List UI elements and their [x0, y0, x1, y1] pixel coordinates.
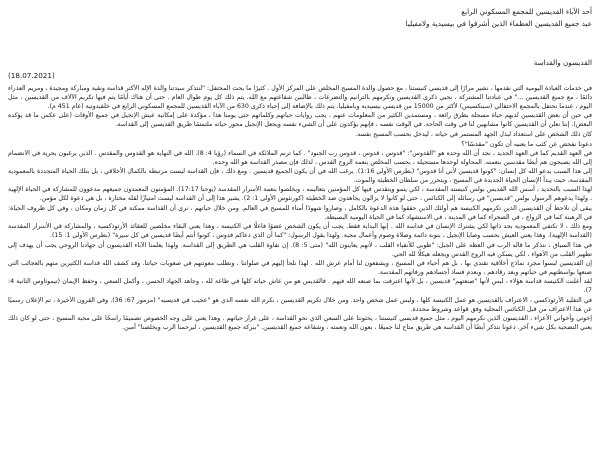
paragraph: يبقى أن نلاحظ أن القديسين الذين تكرمهم الكنيسة هم أولئك الذين حققوا هذه الدعوة بالكامل ، وصاروا شهودًا أمناء للمسيح في العالم. ومن خلال حياتهم ، نرى أن القداسة ممكنة في كل زمان ومكان ، وفي كل ظروف الحياة: في الرهبنة كما في الزواج ، في الصحراء كما في المدينة ، في الاستشهاد كما في الحياة اليومية البسيطة. [8, 204, 592, 221]
paragraph: إن القديسين ليسوا مجرد نماذج أخلاقية نقتدي بها ، بل هم أحياء في المسيح ، ويشفعون لنا أمام عرش الله . لهذا نلجأ إليهم في صلواتنا ، ونطلب معونتهم في صعوبات حياتنا. وقد كشف الله قداسة الكثيرين منهم بالعجائب التي صنعها بواسطتهم في حياتهم وبعد رقادهم ، وبعدم فساد أجسادهم ورفاتهم المقدسة. [8, 260, 592, 276]
paragraph: إخوتي وأخواتي الأعزاء ، القديسون الذين نكرمهم اليوم ، مثل جميع قديسي كنيستنا ، يحثوننا على السعي الذي نحو القداسة ، على غرار حياتهم . وهذا يعني على وجه الخصوص تصميمًا راسخًا على محبة المسيح ، حتى لو كان ذلك يعني التضحية بكل شيء آخر. دعونا نتذكر أيضًا أن القداسة هي طريق متاح لنا جميعًا ، بعون الله ونعمته ، وشفاعة جميع القديسين. "ببركة جميع القديسين ، ليرحمنا الرب ويخلصنا" آمين. [8, 315, 592, 332]
paragraph: إلى هذا السبب يدعو الله كل إنسان: "كونوا قديسين لأني أنا قدوس" (بطرس الأولى 1:16). يرغب الله في أن يكون الجميع قديسين . ومع ذلك ، فإن القداسة ليست مرتبطة بالكمال الأخلاقي ، بل بتلك الحياة المتجددة بالمعمودية المقدسة، حيث يبدأ الإنسان الحياة الجديدة في المسيح ، ويتحرر من سلطان الخطيئة والموت. [8, 168, 592, 184]
document-greeting: القديسون والقداسة [533, 58, 592, 67]
section-heading: دعونا نفحص عن كثب ما يعنيه أن تكون "مقدسًا"؟ [461, 140, 592, 149]
paragraph: كان ذلك الشخص على استعداد لبذل الجهد المستمر في حياته ، ليدخل بحسب المسيح نفسه. [355, 130, 592, 138]
document-subtitle: عيد جميع القديسين العظماء الذين أشرقوا في بيسيدية ولامفيليا [405, 19, 592, 28]
paragraph: في حين أن بعض القديسين لديهم حياة مسجلة بطرق رائعة ، ومستمدين الكثير من المعلومات عنهم ، يجب روايات حياتهم وكلماتهم حتى يومنا هذا ، مؤكدة على إمكانية عيش الإنجيل في جميع الأوقات (على عكس ما قد يؤكده البعض). إننا نعلن أن القديسين كانوا مشابهين لنا في وقت الحاجة. في الوقت نفسه ، فإنهم يؤكدون على أن الشيء نفسه ويجعل الإنجيل محور حياته ملتمسًا طريق القديسين إلى القداسة. [8, 112, 592, 129]
paragraph: لقد أعلنت الكنيسة قداسة هؤلاء ، ليس لأنها "صنعتهم" قديسين ، بل لأنها اعترفت بما صنعه الله فيهم . فالقديس هو من عاش حياته كلها في طاعة لله ، وجاهد الجهاد الحسن ، وأكمل السعي ، وحفظ الإيمان (تيموثاوس الثانية 4: 7). [8, 278, 592, 295]
paragraph: لهذا السبب بالتحديد ، أسس الله القديس بولس كنيسته المقدسة ، لكي ينمو ويتقدس فيها كل المؤمنين بتعاليمه ، ويخلصوا بنعمة الأسرار المقدسة (يوحنا 17:17). المؤمنون المعمدون جميعهم مدعوون للمشاركة في الحياة الإلهية ، ولهذا يدعوهم الرسول بولس "قديسين" في رسائله إلى الكنائس ، حتى لو كانوا لا يزالون يجاهدون ضد الخطيئة (كورنثوس الأولى 1: 2). يشير هذا إلى أن القداسة ليست امتيازًا لقلة مختارة ، بل هي دعوة لكل مؤمن. [8, 186, 592, 203]
document-body [8, 85, 592, 333]
paragraph: ومع ذلك ، لا تكتفي المعمودية بحد ذاتها لكي يشترك الإنسان في قداسة الله . إنها البداية فقط. يجب أن يكون الشخص عضوًا فاعلًا في الكنيسة ، وهذا يعني البقاء مخلصين للعقائد الأرثوذكسية ، والمشاركة في الأسرار المقدسة (القداسة الإلهية). وهذا يعني العيش بحسب وصايا الإنجيل ، بتوبة دائمة وصلاة وصوم وأعمال محبة. ولهذا يقول الرسول: "كما أن الذي دعاكم قدوس ، كونوا أنتم أيضًا قديسين في كل سيرة" (بطرس الأولى 1: 15). [8, 223, 592, 240]
paragraph: في التقليد الأرثوذكسي ، الاعتراف بالقديسين هو عمل الكنيسة كلها ، وليس عمل شخص واحد. ومن خلال تكريم القديسين ، نكرم الله نفسه الذي هو "عجيب في قديسيه" (مزمور 67: 36). وفي القرون الأخيرة ، تم الإعلان رسميًا عن هذا الاعتراف من قبل الكنائس المحلية وفق قواعد وشروط محددة. [8, 296, 592, 313]
document-title: أحد الآباء القديسين للمجمع المسكوني الرابع [461, 7, 592, 16]
paragraph: في العهد القديم كما في العهد الجديد ، نجد أن الله وحده هو "القدوس": "قدوس ، قدوس ، قدوس رب الجنود" . كما ترنم الملائكة في السماء (رؤيا 4: 8). الله في النهاية هو القدوس والمقدس . الذين يرغبون بحرية في الانضمام إلى الله يصبحون هم أيضًا مقدسين بنعمته. المحاولة لوحدها مستحيلة ، بحسب المخلص بنعمة الروح القدس ، لذلك فإن مصدر القداسة هو الله وحده. [8, 149, 592, 166]
document-header [8, 6, 592, 30]
document-date: (18.07.2021) [8, 71, 55, 80]
paragraph: في هذا السياق ، نتذكر ما قاله الرب في العظة على الجبل: "طوبى للأنقياء القلب ، لأنهم يعاينون الله" (متى 5: 8). إن نقاوة القلب هي الطريق إلى القداسة. ولهذا يعلمنا الآباء القديسون أن جهادنا الروحي يجب أن يهدف إلى تطهير القلب من الأهواء ، لكي يسكن فيه الروح القدس ويجعله هيكلًا لله الحي. [8, 241, 593, 258]
paragraph: في خدمات العبادة اليومية التي نقدمها ، نشير مرارًا إلى قديسي كنيستنا ، مع حصول والدة المسيح المخلص على المركز الأول . كثيرًا ما يحث المحتفل: "لنتذكر سيدتنا والدة الإله الأكثر قداسة ونقية ومباركة ومجيدة ، ومريم العذراء دائمًا ، مع جميع القديسين ..." في عبادتنا المشتركة ، نحيي ذكرى القديسين ونكرمهم بالترانيم والتضرعات ، طالبين شفاعتهم مع الله. يتم ذلك كل يوم طوال العام . حتى أن هناك أيامًا يتم فيها تكريم الآلاف من القديسين ، مثل اليوم ، عندما نحتفل بالمجمع الاحتفالي (سينكسيس) لأكثر من 15000 من قديسي بيسيدية وبامفيليا. يتم ذلك بالإضافة إلى إحياء ذكرى 630 من الآباء القديسين للمجمع المسكوني الرابع في خلقيدونية (عام 451 م). [8, 85, 592, 110]
